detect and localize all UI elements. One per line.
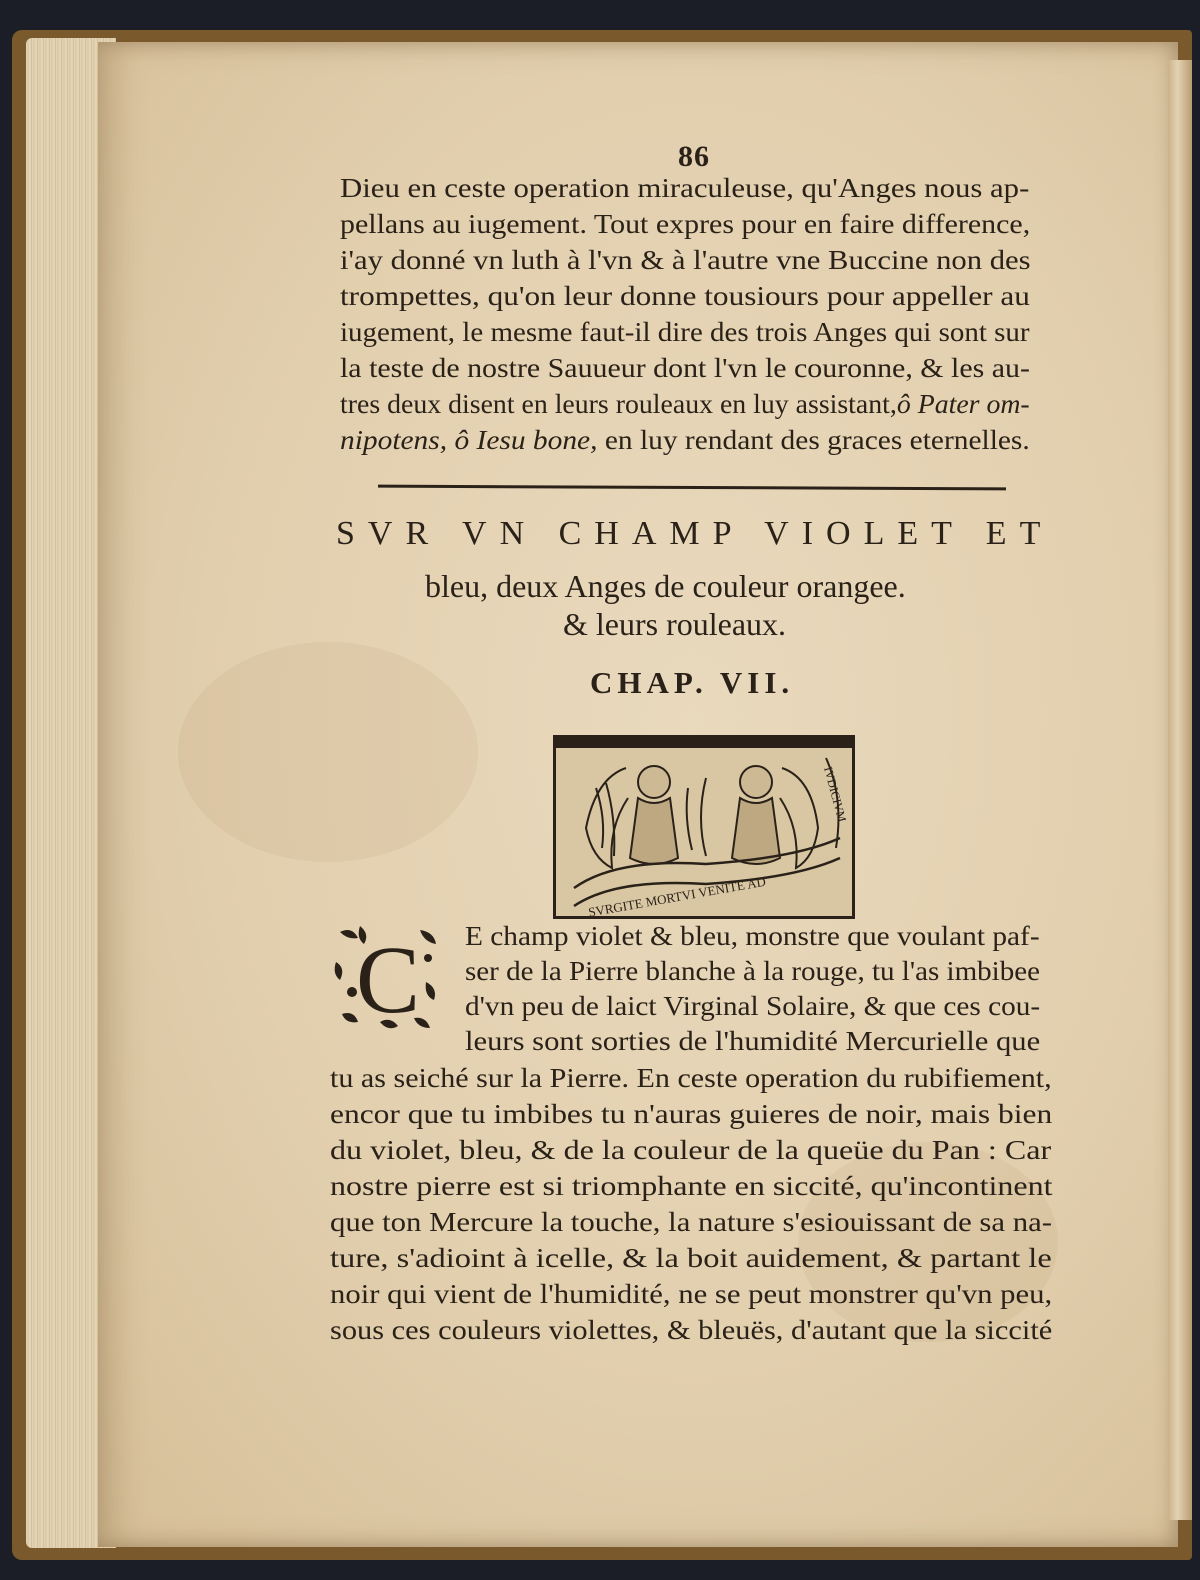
scroll-text: SVRGITE MORTVI VENITE AD: [587, 873, 767, 916]
text-line: [340, 424, 1030, 456]
text-line: sous ces couleurs violettes, & bleuës, d'autant que la siccité: [330, 1315, 1053, 1345]
italic-phrase: ô Pater om-: [896, 389, 1030, 419]
text-line: encor que tu imbibes tu n'auras guieres de noir, mais bien: [330, 1099, 1053, 1129]
text-line: ser de la Pierre blanche à la rouge, tu l'as imbibee: [465, 956, 1041, 986]
chapter-heading: SVR VN CHAMP VIOLET ET: [336, 515, 1054, 552]
angels-woodcut: [556, 738, 852, 916]
decorated-initial: [330, 922, 446, 1038]
text-line: ture, s'adioint à icelle, & la boit auidement, & partant le: [330, 1243, 1052, 1273]
chapter-number: CHAP. VII.: [590, 665, 795, 700]
text-line: E champ violet & bleu, monstre que voulant paf-: [465, 921, 1040, 951]
text-segment: tres deux disent en leurs rouleaux en luy assistant,: [340, 389, 897, 419]
page-number: 86: [678, 140, 710, 173]
text-line: i'ay donné vn luth à l'vn & à l'autre vne Buccine non des: [340, 245, 1031, 275]
text-line: trompettes, qu'on leur donne tousiours pour appeller au: [340, 281, 1030, 311]
text-line: pellans au iugement. Tout expres pour en faire difference,: [340, 209, 1031, 239]
chapter-subheading: bleu, deux Anges de couleur orangee.: [425, 568, 906, 604]
foliage-ornament: [330, 922, 446, 1038]
right-page-edge: [1168, 60, 1192, 1520]
text-line: leurs sont sorties de l'humidité Mercurielle que: [465, 1026, 1041, 1056]
text-line: la teste de nostre Sauueur dont l'vn le couronne, & les au-: [340, 353, 1030, 383]
text-line: [340, 388, 1030, 420]
text-line: d'vn peu de laict Virginal Solaire, & que ces cou-: [465, 991, 1041, 1021]
text-line: du violet, bleu, & de la couleur de la queüe du Pan : Car: [330, 1135, 1052, 1165]
text-segment: en luy rendant des graces eternelles.: [597, 425, 1030, 455]
text-line: iugement, le mesme faut-il dire des trois Anges qui sont sur: [340, 317, 1030, 347]
text-line: noir qui vient de l'humidité, ne se peut monstrer qu'vn peu,: [330, 1279, 1053, 1309]
text-line: que ton Mercure la touche, la nature s'esiouissant de sa na-: [330, 1207, 1053, 1237]
drop-cap-letter: C: [355, 926, 421, 1033]
woodcut-illustration: [553, 735, 855, 919]
chapter-subheading: & leurs rouleaux.: [563, 606, 787, 642]
paper-stain: [178, 642, 478, 862]
scroll-side-text: IVDICIVM: [821, 765, 850, 824]
text-line: tu as seiché sur la Pierre. En ceste operation du rubifiement,: [330, 1063, 1052, 1093]
text-line: Dieu en ceste operation miraculeuse, qu'Anges nous ap-: [340, 173, 1030, 203]
text-line: nostre pierre est si triomphante en siccité, qu'incontinent: [330, 1171, 1053, 1201]
italic-phrase: nipotens, ô Iesu bone,: [340, 425, 598, 455]
